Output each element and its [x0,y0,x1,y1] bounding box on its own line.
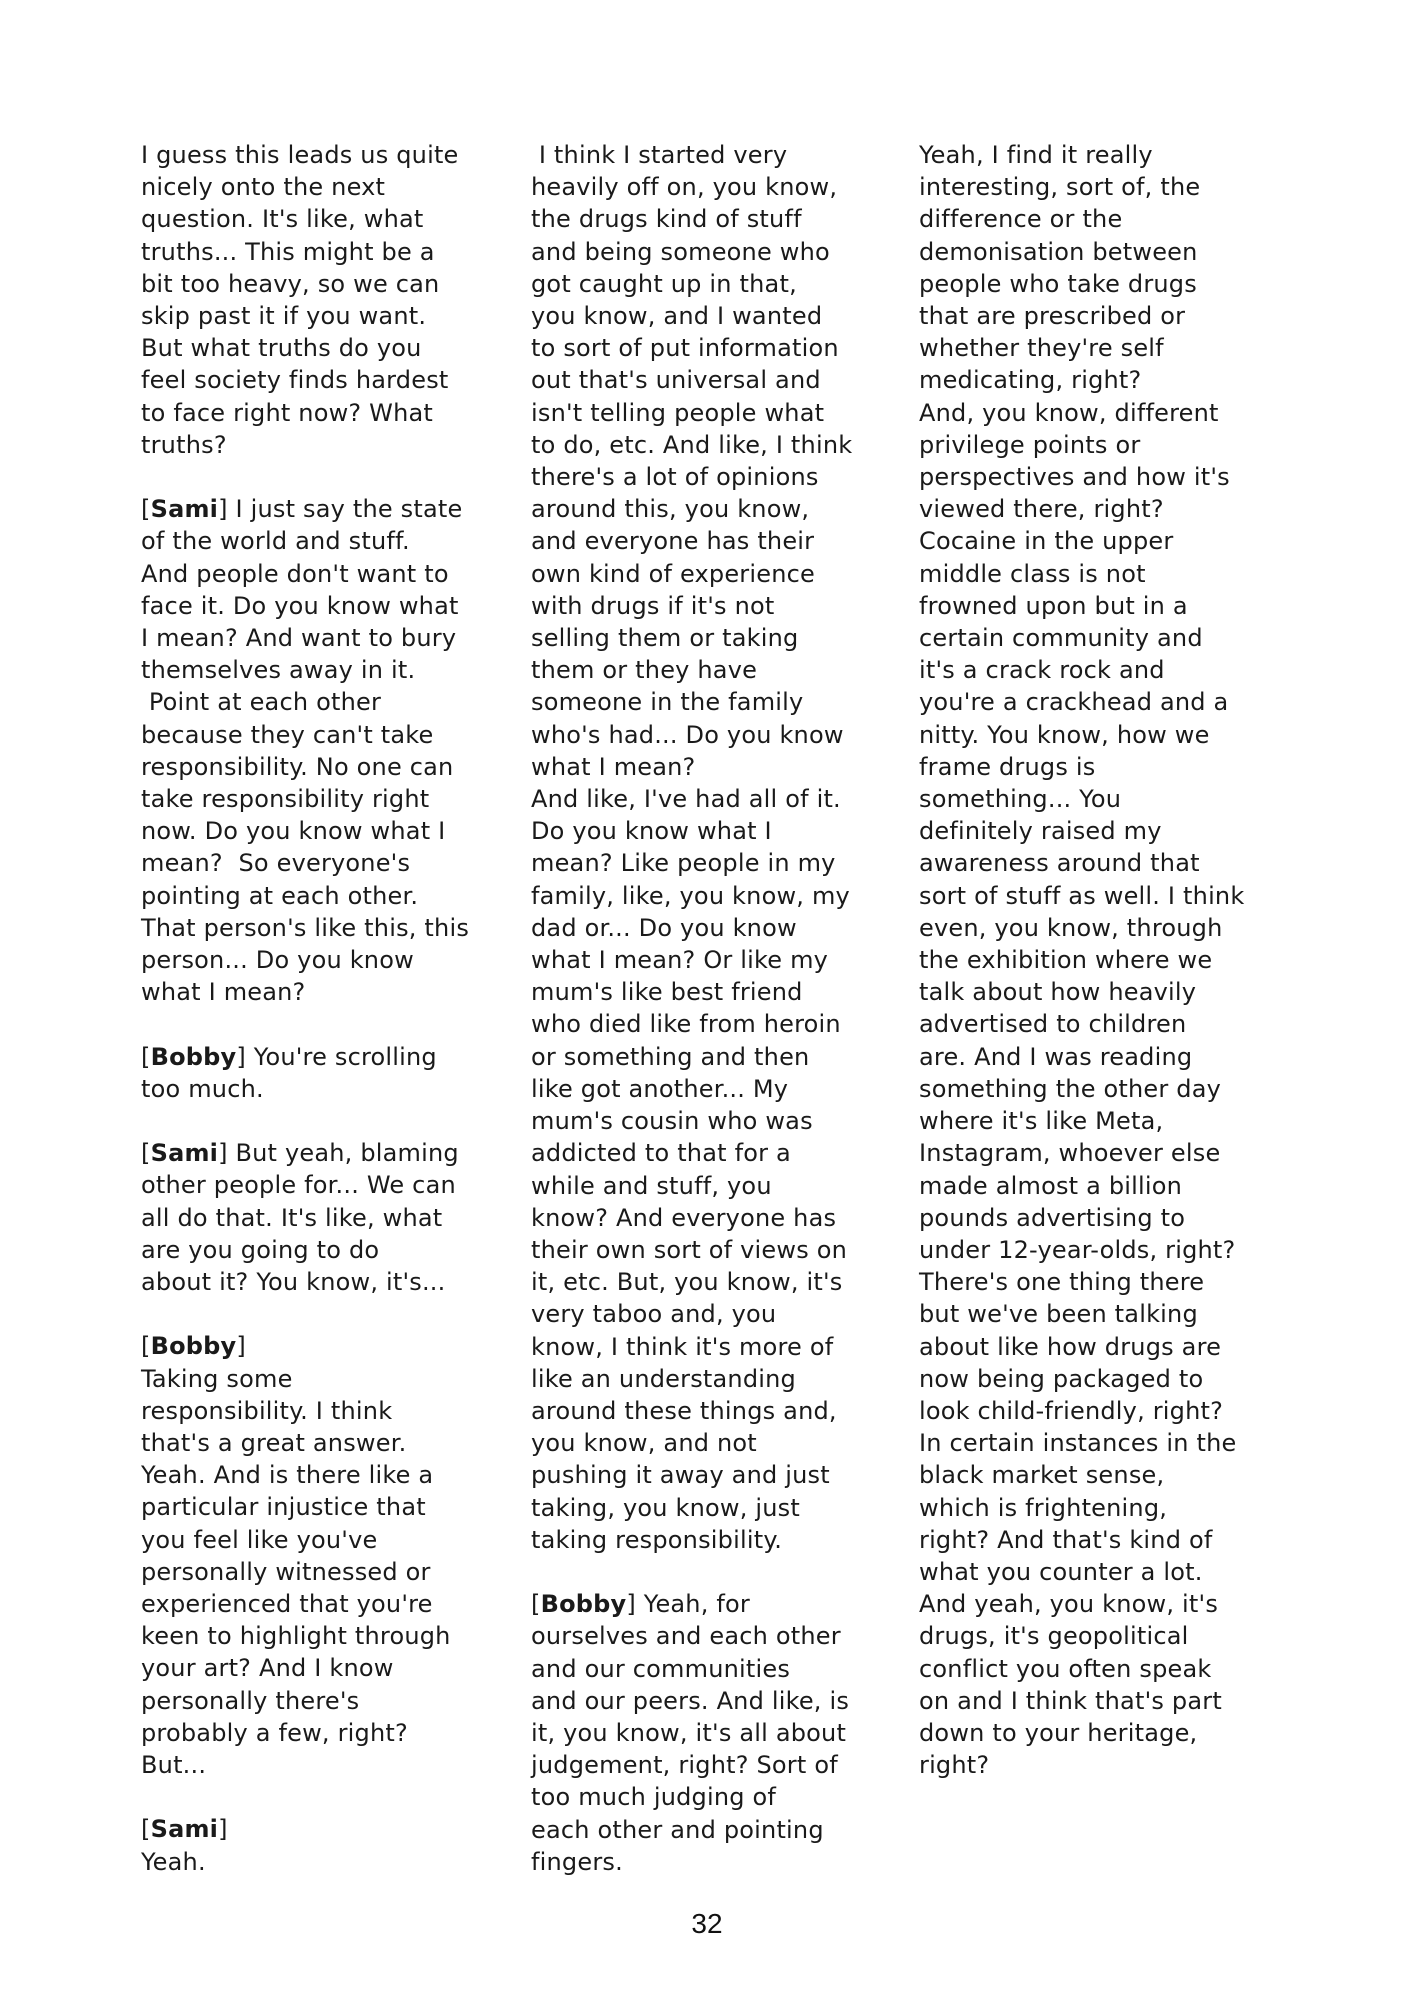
text-line: themselves away in it. [141,656,416,685]
text-line: certain community and [919,624,1203,653]
speaker-line [531,1588,852,1620]
text-line: what I mean? Or like my [531,946,829,975]
text-line: Yeah, I find it really [919,141,1153,169]
text-line: personally witnessed or [141,1557,431,1586]
speaker-bracket-open: [ [141,1332,151,1361]
text-column [141,139,469,1878]
text-line: mum's cousin who was [531,1107,813,1136]
text-line: Yeah. And is there like a [141,1461,434,1490]
speaker-bracket-open: [ [141,495,151,524]
text-line: keen to highlight through [141,1622,451,1651]
text-line: mean? Like people in my [531,849,836,878]
text-line: question. It's like, what [141,205,424,234]
text-line: drugs, it's geopolitical [919,1622,1189,1651]
text-line: nicely onto the next [141,173,386,202]
text-line: what I mean? [141,978,306,1007]
text-line: perspectives and how it's [919,463,1230,492]
text-line: pointing at each other. [141,881,419,910]
speaker-line [141,1330,469,1362]
text-line: what I mean? [531,752,696,781]
text-line: out that's universal and [531,366,821,395]
speaker-bracket-open: [ [141,1042,151,1071]
text-line: to do, etc. And like, I think [531,430,853,459]
text-line: know, I think it's more of [531,1332,834,1361]
text-line: their own sort of views on [531,1235,848,1264]
text-line: something... You [919,785,1122,814]
text-line: and everyone has their [531,527,815,556]
text-line: too much. [141,1074,264,1103]
text-line: I mean? And want to bury [141,624,457,653]
text-line: privilege points or [919,430,1141,459]
speaker-name: Sami [150,1815,219,1844]
text-line: like got another... My [531,1074,789,1103]
text-line: where it's like Meta, [919,1107,1164,1136]
speech-block [141,493,469,1008]
text-line: who died like from heroin [531,1010,841,1039]
text-line: under 12-year-olds, right? [919,1235,1236,1264]
text-line: to sort of put information [531,334,839,363]
text-line: while and stuff, you [531,1171,772,1200]
text-column [919,139,1244,1781]
text-line: of the world and stuff. [141,527,410,556]
text-line: truths... This might be a [141,237,435,266]
text-line: Instagram, whoever else [919,1139,1221,1168]
text-line: all do that. It's like, what [141,1203,443,1232]
text-line: to face right now? What [141,398,434,427]
text-line: them or they have [531,656,758,685]
text-line: take responsibility right [141,785,430,814]
speaker-name: Sami [150,495,219,524]
text-line: because they can't take [141,720,434,749]
speaker-bracket-close: ] Yeah, for [626,1590,750,1619]
text-line: now. Do you know what I [141,817,446,846]
text-line: you know, and not [531,1429,757,1458]
text-line: judgement, right? Sort of [531,1751,838,1780]
text-line: around these things and, [531,1396,837,1425]
text-line: skip past it if you want. [141,302,427,331]
text-line: own kind of experience [531,559,815,588]
text-line: someone in the family [531,688,804,717]
text-line: And, you know, different [919,398,1219,427]
text-line: ourselves and each other [531,1622,841,1651]
text-line: I guess this leads us quite [141,141,459,169]
speaker-bracket-open: [ [141,1815,151,1844]
speech-block [141,1137,469,1298]
text-line: addicted to that for a [531,1139,791,1168]
text-column [531,139,852,1878]
speaker-line [141,1137,469,1169]
text-line: demonisation between [919,237,1198,266]
text-line: very taboo and, you [531,1300,777,1329]
text-line: there's a lot of opinions [531,463,819,492]
text-line: sort of stuff as well. I think [919,881,1245,910]
speech-block [141,1813,469,1877]
text-line: the drugs kind of stuff [531,205,802,234]
text-line: that are prescribed or [919,302,1186,331]
text-line: talk about how heavily [919,978,1197,1007]
text-line: it, you know, it's all about [531,1718,847,1747]
text-line: experienced that you're [141,1590,433,1619]
text-line: That person's like this, this [141,913,470,942]
text-line: Yeah. [141,1847,206,1876]
text-line: mean? So everyone's [141,849,411,878]
speaker-line [141,1813,469,1845]
text-line: heavily off on, you know, [531,173,838,202]
text-line: made almost a billion [919,1171,1183,1200]
speaker-name: Sami [150,1139,219,1168]
speech-block [531,1588,852,1878]
speaker-line [141,493,469,525]
text-line: right? And that's kind of [919,1525,1213,1554]
text-line: Cocaine in the upper [919,527,1174,556]
text-line: you feel like you've [141,1525,378,1554]
text-line: who's had... Do you know [531,720,844,749]
speaker-bracket-open: [ [531,1590,541,1619]
text-line: difference or the [919,205,1123,234]
speaker-bracket-close: ] But yeah, blaming [218,1139,459,1168]
text-line: about it? You know, it's... [141,1268,446,1297]
speaker-name: Bobby [150,1042,237,1071]
text-line: Do you know what I [531,817,772,846]
text-line: And yeah, you know, it's [919,1590,1219,1619]
text-line: other people for... We can [141,1171,456,1200]
text-line: There's one thing there [919,1268,1205,1297]
speaker-bracket-close: ] I just say the state [218,495,463,524]
speech-block [141,1330,469,1781]
speech-block [141,1041,469,1105]
text-line: In certain instances in the [919,1429,1237,1458]
text-line: frowned upon but in a [919,591,1188,620]
text-line: particular injustice that [141,1493,426,1522]
text-line: responsibility. No one can [141,752,454,781]
text-line: with drugs if it's not [531,591,775,620]
text-line: what you counter a lot. [919,1557,1203,1586]
text-line: middle class is not [919,559,1146,588]
text-line: down to your heritage, [919,1718,1198,1747]
text-line: that's a great answer. [141,1429,407,1458]
text-block [141,139,469,461]
text-line: And like, I've had all of it. [531,785,841,814]
text-line: viewed there, right? [919,495,1164,524]
text-line: or something and then [531,1042,810,1071]
text-line: But... [141,1751,207,1780]
text-line: are you going to do [141,1235,380,1264]
text-line: right? [919,1751,990,1780]
speaker-bracket-close: ] [236,1332,246,1361]
text-line: nitty. You know, how we [919,720,1210,749]
speaker-bracket-close: ] [218,1815,228,1844]
text-line: I think I started very [531,141,788,169]
text-line: now being packaged to [919,1364,1204,1393]
page-number: 32 [691,1908,723,1939]
speaker-line [141,1041,469,1073]
speaker-bracket-open: [ [141,1139,151,1168]
text-line: the exhibition where we [919,946,1213,975]
text-line: Taking some [141,1364,293,1393]
text-line: feel society finds hardest [141,366,449,395]
speaker-name: Bobby [150,1332,237,1361]
text-line: even, you know, through [919,913,1223,942]
text-line: but we've been talking [919,1300,1198,1329]
text-line: taking, you know, just [531,1493,800,1522]
text-line: pounds advertising to [919,1203,1186,1232]
text-line: advertised to children [919,1010,1187,1039]
text-line: definitely raised my [919,817,1162,846]
text-line: it, etc. But, you know, it's [531,1268,843,1297]
text-line: people who take drugs [919,269,1197,298]
text-line: conflict you often speak [919,1654,1212,1683]
text-line: black market sense, [919,1461,1165,1490]
text-line: interesting, sort of, the [919,173,1201,202]
text-line: your art? And I know [141,1654,394,1683]
text-line: pushing it away and just [531,1461,830,1490]
text-line: look child-friendly, right? [919,1396,1224,1425]
text-line: awareness around that [919,849,1200,878]
text-line: selling them or taking [531,624,799,653]
text-line: it's a crack rock and [919,656,1165,685]
speaker-bracket-close: ] You're scrolling [236,1042,437,1071]
text-line: whether they're self [919,334,1164,363]
text-line: dad or... Do you know [531,913,797,942]
text-line: got caught up in that, [531,269,797,298]
text-line: on and I think that's part [919,1686,1222,1715]
text-line: face it. Do you know what [141,591,459,620]
text-line: and being someone who [531,237,830,266]
text-line: are. And I was reading [919,1042,1193,1071]
text-line: too much judging of [531,1783,777,1812]
text-line: bit too heavy, so we can [141,269,440,298]
text-line: mum's like best friend [531,978,803,1007]
text-line: fingers. [531,1847,623,1876]
text-line: person... Do you know [141,946,414,975]
text-line: about like how drugs are [919,1332,1222,1361]
text-block [531,139,852,1556]
text-line: something the other day [919,1074,1222,1103]
speaker-name: Bobby [540,1590,627,1619]
text-line: But what truths do you [141,334,422,363]
text-line: personally there's [141,1686,360,1715]
text-line: frame drugs is [919,752,1096,781]
text-line: Point at each other [141,688,382,717]
text-line: taking responsibility. [531,1525,783,1554]
text-line: you know, and I wanted [531,302,823,331]
text-line: probably a few, right? [141,1718,408,1747]
text-line: like an understanding [531,1364,796,1393]
text-line: medicating, right? [919,366,1142,395]
text-line: truths? [141,430,227,459]
text-line: and our communities [531,1654,791,1683]
text-line: family, like, you know, my [531,881,850,910]
text-block [919,139,1244,1781]
text-line: which is frightening, [919,1493,1168,1522]
text-line: each other and pointing [531,1815,824,1844]
text-line: around this, you know, [531,495,810,524]
text-line: And people don't want to [141,559,449,588]
text-line: you're a crackhead and a [919,688,1229,717]
text-line: and our peers. And like, is [531,1686,850,1715]
text-line: responsibility. I think [141,1396,393,1425]
text-line: know? And everyone has [531,1203,837,1232]
text-line: isn't telling people what [531,398,825,427]
